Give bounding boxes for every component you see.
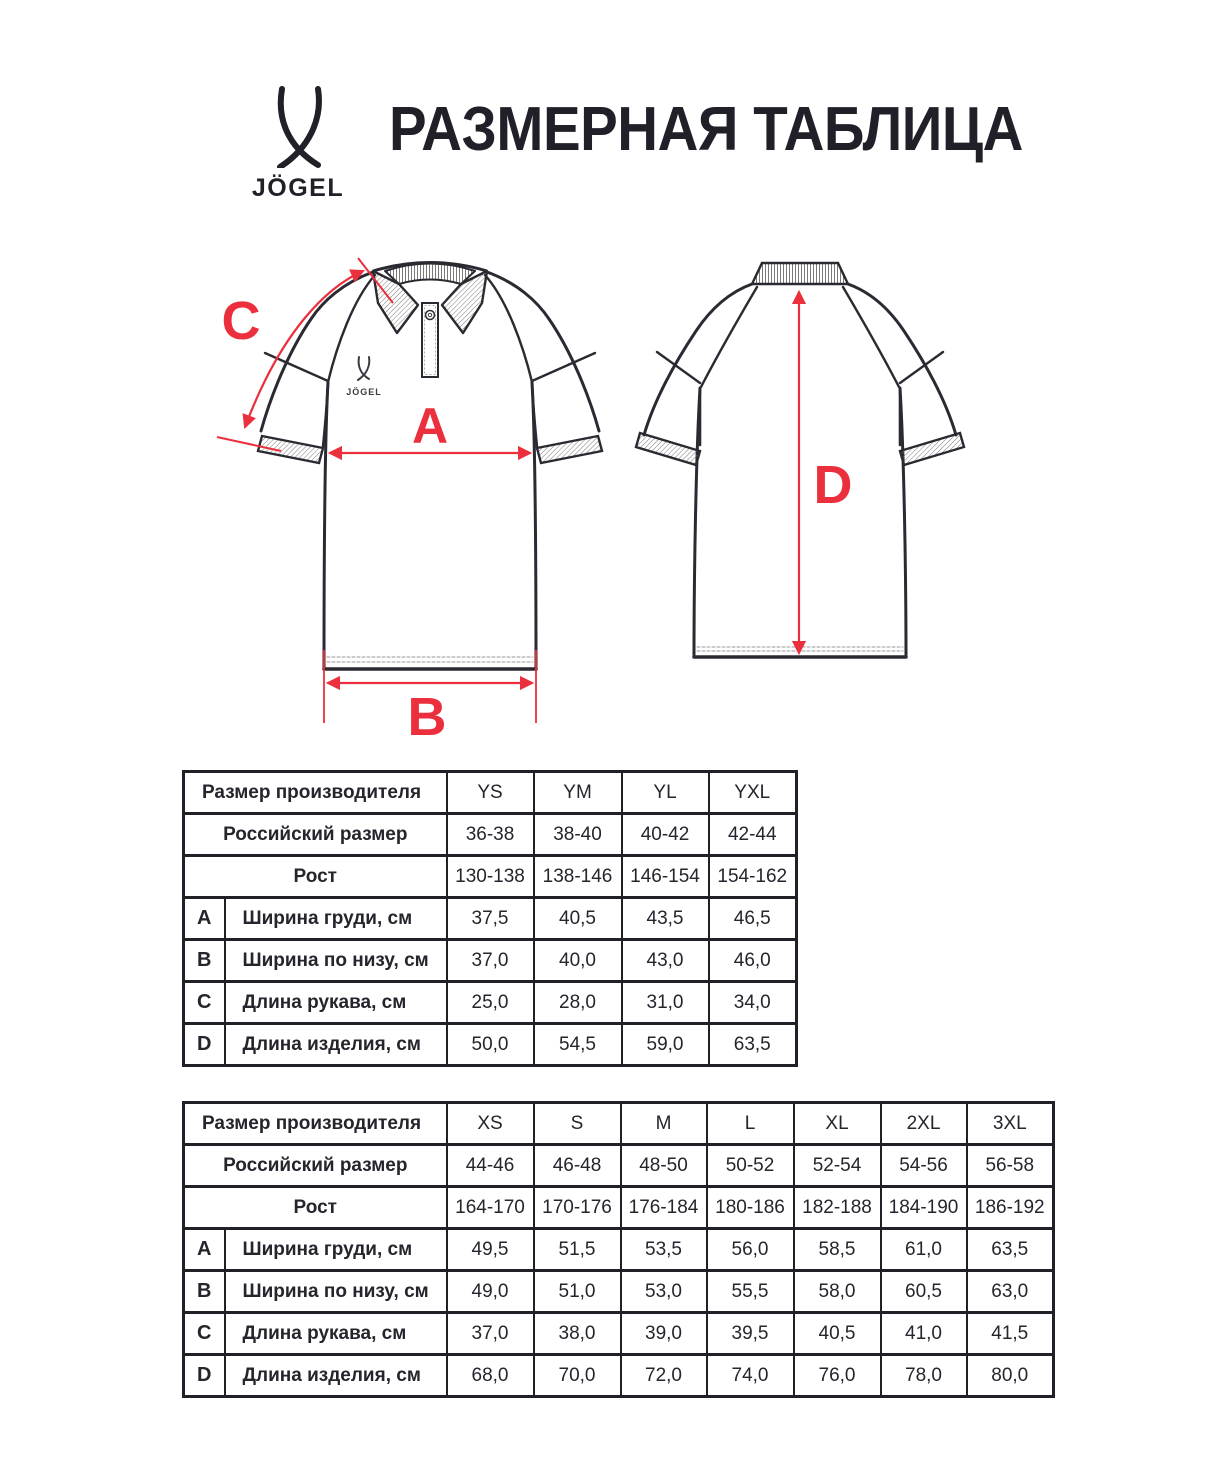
dim-label-d: D	[813, 455, 853, 515]
measure-value: 37,0	[447, 1313, 534, 1355]
dim-label-c: C	[221, 291, 261, 351]
measure-letter: C	[184, 1313, 225, 1355]
measure-value: 28,0	[534, 982, 622, 1024]
size-value: YXL	[709, 772, 797, 814]
row-label: Ширина груди, см	[225, 898, 447, 940]
measure-value: 37,0	[447, 940, 534, 982]
size-value: 44-46	[447, 1145, 534, 1187]
size-value: 164-170	[447, 1187, 534, 1229]
size-value: XL	[794, 1103, 881, 1145]
size-value: 154-162	[709, 856, 797, 898]
dim-label-a: A	[411, 398, 449, 454]
measure-value: 63,5	[967, 1229, 1054, 1271]
measure-value: 46,5	[709, 898, 797, 940]
brand-wordmark: JÖGEL	[251, 174, 345, 202]
size-value: 56-58	[967, 1145, 1054, 1187]
measure-letter: B	[184, 1271, 225, 1313]
row-label: Размер производителя	[184, 1103, 447, 1145]
size-value: L	[707, 1103, 794, 1145]
row-label: Рост	[184, 1187, 447, 1229]
measure-value: 78,0	[881, 1355, 967, 1397]
button-icon	[426, 311, 435, 320]
size-value: 186-192	[967, 1187, 1054, 1229]
measure-value: 34,0	[709, 982, 797, 1024]
header-row	[184, 1103, 1054, 1145]
measure-value: 72,0	[621, 1355, 707, 1397]
measure-value: 63,0	[967, 1271, 1054, 1313]
measure-row	[184, 1229, 1054, 1271]
measure-value: 49,5	[447, 1229, 534, 1271]
size-value: 46-48	[534, 1145, 621, 1187]
brand-mark-icon	[268, 86, 332, 168]
size-value: 146-154	[622, 856, 709, 898]
back-left-cuff	[636, 433, 700, 465]
measure-value: 53,0	[621, 1271, 707, 1313]
header-row	[184, 856, 797, 898]
measure-letter: A	[184, 1229, 225, 1271]
measure-value: 80,0	[967, 1355, 1054, 1397]
measure-value: 59,0	[622, 1024, 709, 1066]
measure-letter: C	[184, 982, 225, 1024]
measure-value: 39,5	[707, 1313, 794, 1355]
measure-value: 54,5	[534, 1024, 622, 1066]
row-label: Рост	[184, 856, 447, 898]
size-value: YS	[447, 772, 534, 814]
measure-value: 74,0	[707, 1355, 794, 1397]
front-left-cuff	[258, 436, 323, 463]
header-row	[184, 814, 797, 856]
row-label: Российский размер	[184, 814, 447, 856]
measure-value: 61,0	[881, 1229, 967, 1271]
row-label: Российский размер	[184, 1145, 447, 1187]
measure-value: 68,0	[447, 1355, 534, 1397]
measure-value: 46,0	[709, 940, 797, 982]
measure-value: 60,5	[881, 1271, 967, 1313]
size-value: 48-50	[621, 1145, 707, 1187]
size-value: 170-176	[534, 1187, 621, 1229]
size-table-adult	[182, 1101, 1055, 1398]
measure-value: 25,0	[447, 982, 534, 1024]
measure-value: 39,0	[621, 1313, 707, 1355]
measure-value: 63,5	[709, 1024, 797, 1066]
measure-value: 40,5	[534, 898, 622, 940]
back-right-cuff	[900, 433, 964, 465]
size-value: 176-184	[621, 1187, 707, 1229]
row-label: Длина изделия, см	[225, 1024, 447, 1066]
row-label: Длина изделия, см	[225, 1355, 447, 1397]
row-label: Размер производителя	[184, 772, 447, 814]
measure-value: 41,5	[967, 1313, 1054, 1355]
measure-value: 40,0	[534, 940, 622, 982]
measure-value: 70,0	[534, 1355, 621, 1397]
size-value: 54-56	[881, 1145, 967, 1187]
dim-arrow-c	[245, 271, 363, 427]
row-label: Длина рукава, см	[225, 1313, 447, 1355]
measure-value: 55,5	[707, 1271, 794, 1313]
measure-row	[184, 1271, 1054, 1313]
dimension-arrows-front	[217, 258, 536, 723]
size-value: YM	[534, 772, 622, 814]
size-value: XS	[447, 1103, 534, 1145]
row-label: Ширина груди, см	[225, 1229, 447, 1271]
measure-row	[184, 1313, 1054, 1355]
size-value: 52-54	[794, 1145, 881, 1187]
size-value: 38-40	[534, 814, 622, 856]
chest-logo-text: JÖGEL	[346, 387, 382, 397]
size-value: 40-42	[622, 814, 709, 856]
size-value: 182-188	[794, 1187, 881, 1229]
measure-row	[184, 940, 797, 982]
size-value: S	[534, 1103, 621, 1145]
measure-value: 43,0	[622, 940, 709, 982]
measure-value: 49,0	[447, 1271, 534, 1313]
measure-value: 58,5	[794, 1229, 881, 1271]
measure-letter: D	[184, 1355, 225, 1397]
size-value: 130-138	[447, 856, 534, 898]
measure-value: 38,0	[534, 1313, 621, 1355]
size-value: 42-44	[709, 814, 797, 856]
measure-row	[184, 1355, 1054, 1397]
measure-row	[184, 898, 797, 940]
measure-value: 31,0	[622, 982, 709, 1024]
measure-row	[184, 982, 797, 1024]
measure-value: 41,0	[881, 1313, 967, 1355]
row-label: Ширина по низу, см	[225, 940, 447, 982]
measure-value: 51,0	[534, 1271, 621, 1313]
measure-row	[184, 1024, 797, 1066]
size-value: 36-38	[447, 814, 534, 856]
header-row	[184, 1187, 1054, 1229]
measure-value: 58,0	[794, 1271, 881, 1313]
measure-value: 50,0	[447, 1024, 534, 1066]
measure-value: 43,5	[622, 898, 709, 940]
size-table-youth	[182, 770, 798, 1067]
size-value: YL	[622, 772, 709, 814]
measure-value: 56,0	[707, 1229, 794, 1271]
front-right-cuff	[537, 436, 602, 463]
size-diagram-front	[215, 245, 635, 750]
front-placket	[422, 303, 438, 377]
chest-logo	[346, 357, 382, 397]
measure-letter: D	[184, 1024, 225, 1066]
row-label: Ширина по низу, см	[225, 1271, 447, 1313]
measure-value: 40,5	[794, 1313, 881, 1355]
header-row	[184, 772, 797, 814]
row-label: Длина рукава, см	[225, 982, 447, 1024]
size-value: 50-52	[707, 1145, 794, 1187]
measure-value: 37,5	[447, 898, 534, 940]
size-value: 2XL	[881, 1103, 967, 1145]
measure-value: 76,0	[794, 1355, 881, 1397]
measure-letter: A	[184, 898, 225, 940]
measure-letter: B	[184, 940, 225, 982]
size-diagram-back	[620, 245, 1030, 685]
back-collar	[752, 263, 848, 284]
size-value: 180-186	[707, 1187, 794, 1229]
header-row	[184, 1145, 1054, 1187]
page-title: РАЗМЕРНАЯ ТАБЛИЦА	[389, 95, 1023, 164]
size-value: M	[621, 1103, 707, 1145]
size-value: 184-190	[881, 1187, 967, 1229]
measure-value: 53,5	[621, 1229, 707, 1271]
measure-value: 51,5	[534, 1229, 621, 1271]
size-value: 3XL	[967, 1103, 1054, 1145]
size-value: 138-146	[534, 856, 622, 898]
dim-label-b: B	[407, 687, 447, 747]
